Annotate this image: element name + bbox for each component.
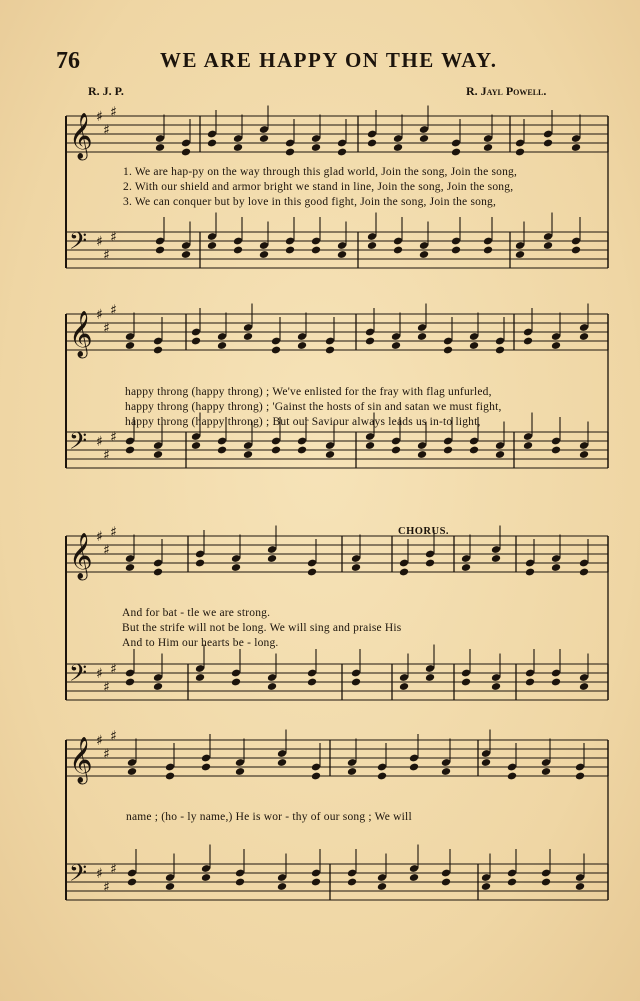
note-head xyxy=(351,563,361,572)
note-head xyxy=(125,678,135,687)
verse-line: 1. We are hap-py on the way through this glad world, Join the song, Join the song, xyxy=(123,166,518,178)
note-head xyxy=(523,441,533,450)
note-head xyxy=(409,873,419,882)
note-head xyxy=(579,332,589,341)
sharp-sign: ♯ xyxy=(110,104,117,121)
note-head xyxy=(579,450,589,459)
note-head xyxy=(165,772,175,781)
note-head xyxy=(191,441,201,450)
sharp-sign: ♯ xyxy=(96,733,103,749)
note-head xyxy=(337,148,347,157)
sharp-sign: ♯ xyxy=(110,429,117,446)
verse-line: 2. With our shield and armor bright we stand in line, Join the song, Join the song, xyxy=(123,181,514,193)
note-head xyxy=(259,250,269,259)
note-head xyxy=(525,678,535,687)
note-head xyxy=(451,148,461,157)
sharp-sign: ♯ xyxy=(103,542,110,559)
note-head xyxy=(127,767,137,776)
note-head xyxy=(217,341,227,350)
treble-clef: 𝄞 xyxy=(69,311,93,357)
note-head xyxy=(469,341,479,350)
note-head xyxy=(377,882,387,891)
note-head xyxy=(391,341,401,350)
sharp-sign: ♯ xyxy=(96,307,103,323)
note-head xyxy=(491,554,501,563)
note-head xyxy=(495,450,505,459)
note-head xyxy=(393,143,403,152)
note-head xyxy=(541,878,551,887)
sharp-sign: ♯ xyxy=(103,320,110,337)
note-head xyxy=(417,332,427,341)
note-head xyxy=(543,139,553,148)
note-head xyxy=(277,758,287,767)
note-head xyxy=(127,878,137,887)
note-head xyxy=(393,246,403,255)
verse-line: happy throng (happy throng) ; But our Saviour always leads us in-to light, xyxy=(125,416,481,428)
note-head xyxy=(425,559,435,568)
note-head xyxy=(207,241,217,250)
note-head xyxy=(551,678,561,687)
note-head xyxy=(365,337,375,346)
note-head xyxy=(367,139,377,148)
verse-line: 3. We can conquer but by love in this good fight, Join the song, Join the song, xyxy=(123,196,497,208)
note-head xyxy=(575,882,585,891)
note-head xyxy=(233,246,243,255)
sharp-sign: ♯ xyxy=(103,122,110,139)
bass-clef: 𝄢 xyxy=(69,859,88,892)
sharp-sign: ♯ xyxy=(103,247,110,264)
note-head xyxy=(231,563,241,572)
note-head xyxy=(267,554,277,563)
note-head xyxy=(311,246,321,255)
note-head xyxy=(575,772,585,781)
note-head xyxy=(271,446,281,455)
sharp-sign: ♯ xyxy=(96,234,103,250)
note-head xyxy=(543,241,553,250)
note-head xyxy=(195,673,205,682)
sharp-sign: ♯ xyxy=(110,728,117,745)
bass-clef: 𝄢 xyxy=(69,227,88,260)
note-head xyxy=(153,568,163,577)
note-head xyxy=(285,246,295,255)
note-head xyxy=(365,441,375,450)
note-head xyxy=(271,346,281,355)
note-head xyxy=(307,678,317,687)
note-head xyxy=(515,250,525,259)
note-head xyxy=(579,682,589,691)
sharp-sign: ♯ xyxy=(110,524,117,541)
sharp-sign: ♯ xyxy=(103,679,110,696)
sharp-sign: ♯ xyxy=(103,447,110,464)
note-head xyxy=(153,682,163,691)
note-head xyxy=(377,772,387,781)
note-head xyxy=(235,878,245,887)
note-head xyxy=(155,246,165,255)
note-head xyxy=(285,148,295,157)
chorus-label: CHORUS. xyxy=(398,526,450,537)
note-head xyxy=(541,767,551,776)
note-head xyxy=(153,450,163,459)
sharp-sign: ♯ xyxy=(96,529,103,545)
verse-line: And for bat - tle we are strong. xyxy=(122,607,271,619)
note-head xyxy=(207,139,217,148)
note-head xyxy=(311,772,321,781)
note-head xyxy=(391,446,401,455)
note-head xyxy=(507,878,517,887)
note-head xyxy=(243,450,253,459)
note-head xyxy=(451,246,461,255)
note-head xyxy=(571,143,581,152)
note-head xyxy=(231,678,241,687)
bass-clef: 𝄢 xyxy=(69,427,88,460)
note-head xyxy=(297,446,307,455)
treble-clef: 𝄞 xyxy=(69,113,93,159)
note-head xyxy=(125,563,135,572)
page-number: 76 xyxy=(56,48,80,74)
treble-clef: 𝄞 xyxy=(69,533,93,579)
note-head xyxy=(311,143,321,152)
lyricist-credit: R. J. P. xyxy=(88,84,124,98)
note-head xyxy=(419,250,429,259)
note-head xyxy=(419,134,429,143)
note-head xyxy=(425,673,435,682)
note-head xyxy=(233,143,243,152)
sharp-sign: ♯ xyxy=(103,746,110,763)
composer-credit: R. Jayl Powell. xyxy=(466,84,547,98)
note-head xyxy=(181,148,191,157)
note-head xyxy=(181,250,191,259)
note-head xyxy=(191,337,201,346)
hymn-title: WE ARE HAPPY ON THE WAY. xyxy=(160,48,498,72)
bass-clef: 𝄢 xyxy=(69,659,88,692)
sharp-sign: ♯ xyxy=(110,229,117,246)
verse-line: But the strife will not be long. We will sing and praise His xyxy=(122,622,402,634)
note-head xyxy=(153,346,163,355)
note-head xyxy=(347,767,357,776)
treble-clef: 𝄞 xyxy=(69,737,93,783)
note-head xyxy=(551,341,561,350)
note-head xyxy=(571,246,581,255)
note-head xyxy=(125,341,135,350)
note-head xyxy=(325,346,335,355)
sharp-sign: ♯ xyxy=(110,861,117,878)
note-head xyxy=(399,682,409,691)
note-head xyxy=(399,568,409,577)
note-head xyxy=(515,148,525,157)
verse-line: happy throng (happy throng) ; 'Gainst the hosts of sin and satan we must fight, xyxy=(125,401,502,413)
sharp-sign: ♯ xyxy=(103,879,110,896)
note-head xyxy=(217,446,227,455)
sharp-sign: ♯ xyxy=(110,661,117,678)
verse-line: name ; (ho - ly name,) He is wor - thy of our song ; We will xyxy=(126,811,412,823)
note-head xyxy=(507,772,517,781)
note-head xyxy=(243,332,253,341)
note-head xyxy=(347,878,357,887)
note-head xyxy=(417,450,427,459)
note-head xyxy=(125,446,135,455)
note-head xyxy=(579,568,589,577)
sharp-sign: ♯ xyxy=(96,434,103,450)
sharp-sign: ♯ xyxy=(96,866,103,882)
note-head xyxy=(551,563,561,572)
note-head xyxy=(495,346,505,355)
note-head xyxy=(165,882,175,891)
verse-line: And to Him our hearts be - long. xyxy=(122,637,279,649)
note-head xyxy=(443,446,453,455)
note-head xyxy=(409,763,419,772)
note-head xyxy=(483,143,493,152)
note-head xyxy=(523,337,533,346)
note-head xyxy=(443,346,453,355)
note-head xyxy=(491,682,501,691)
note-head xyxy=(277,882,287,891)
sharp-sign: ♯ xyxy=(110,302,117,319)
note-head xyxy=(325,450,335,459)
note-head xyxy=(461,563,471,572)
note-head xyxy=(351,678,361,687)
note-head xyxy=(367,241,377,250)
note-head xyxy=(201,763,211,772)
note-head xyxy=(337,250,347,259)
note-head xyxy=(483,246,493,255)
note-head xyxy=(297,341,307,350)
verse-line: happy throng (happy throng) ; We've enlisted for the fray with flag unfurled, xyxy=(125,386,492,398)
note-head xyxy=(311,878,321,887)
note-head xyxy=(441,878,451,887)
sharp-sign: ♯ xyxy=(96,666,103,682)
note-head xyxy=(469,446,479,455)
note-head xyxy=(525,568,535,577)
note-head xyxy=(259,134,269,143)
note-head xyxy=(551,446,561,455)
note-head xyxy=(441,767,451,776)
note-head xyxy=(481,758,491,767)
note-head xyxy=(201,873,211,882)
note-head xyxy=(235,767,245,776)
sharp-sign: ♯ xyxy=(96,109,103,125)
note-head xyxy=(461,678,471,687)
note-head xyxy=(267,682,277,691)
note-head xyxy=(155,143,165,152)
note-head xyxy=(307,568,317,577)
note-head xyxy=(481,882,491,891)
note-head xyxy=(195,559,205,568)
